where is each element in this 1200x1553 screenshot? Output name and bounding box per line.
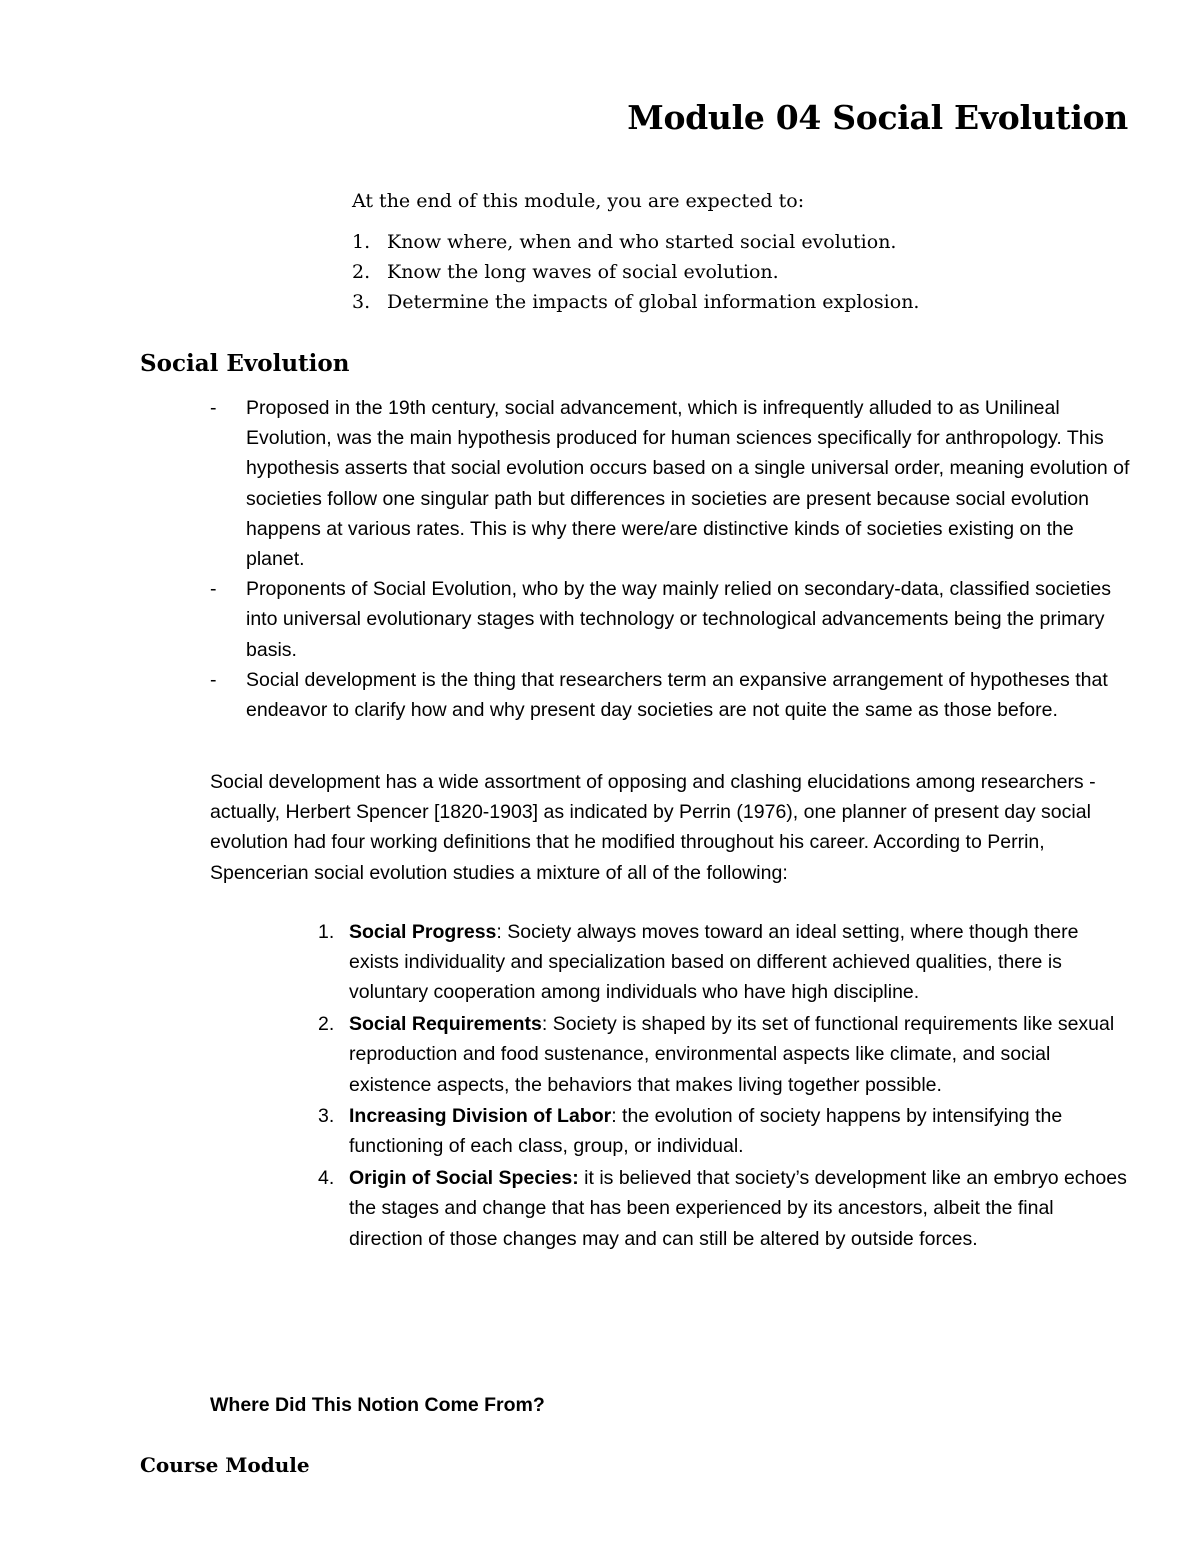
bullet-marker: - xyxy=(210,668,217,691)
module-title: Module 04 Social Evolution xyxy=(627,98,1128,137)
definition-term: Increasing Division of Labor xyxy=(349,1105,612,1128)
definition-text: it is believed that society’s development like an embryo echoes the stages and change that has been experienced by its ancestors, albeit the final direction of those changes may and can still be altered by outside forces. xyxy=(349,1167,1127,1250)
objective-number: 1. xyxy=(352,231,371,253)
objective-item xyxy=(352,227,1132,257)
objective-number: 2. xyxy=(352,261,371,283)
subsection-heading: Where Did This Notion Come From? xyxy=(210,1394,545,1416)
bullet-list xyxy=(210,393,1130,725)
objective-item xyxy=(352,257,1132,287)
definition-item xyxy=(318,1009,1130,1100)
objectives-intro: At the end of this module, you are expected to: xyxy=(352,190,805,212)
definition-number: 2. xyxy=(318,1013,335,1036)
definition-term: Social Progress xyxy=(349,921,497,943)
bullet-item xyxy=(210,665,1130,725)
bullet-text: Proposed in the 19th century, social advancement, which is infrequently alluded to as Unilineal Evolution, was the main hypothesis produced for human sciences specifically for anthropology. This hypothesis asserts that social evolution occurs based on a single universal order, meaning evolution of societies follow one singular path but differences in societies are present because social evolution happens at various rates. This is why there were/are distinctive kinds of societies existing on the planet. xyxy=(246,397,1130,571)
definition-term: Origin of Social Species: xyxy=(349,1167,579,1190)
definition-item xyxy=(318,917,1130,1008)
bullet-marker: - xyxy=(210,397,217,419)
objective-text: Know where, when and who started social evolution. xyxy=(387,231,897,253)
objective-item xyxy=(352,287,1132,317)
definition-item xyxy=(318,1101,1130,1161)
footer-course-module: Course Module xyxy=(140,1453,310,1477)
definition-number: 1. xyxy=(318,921,335,943)
body-paragraph: Social development has a wide assortment of opposing and clashing elucidations among researchers - actually, Herbert Spencer [1820-1903] as indicated by Perrin (1976), one planner of present day social evolution had four working definitions that he modified throughout his career. According to Perrin, Spencerian social evolution studies a mixture of all of the following: xyxy=(210,771,1096,884)
definition-number: 3. xyxy=(318,1105,335,1128)
definition-separator: : xyxy=(541,1013,548,1036)
bullet-text: Social development is the thing that researchers term an expansive arrangement of hypotheses that endeavor to clarify how and why present day societies are not quite the same as those before. xyxy=(246,668,1108,722)
definition-separator: : xyxy=(611,1105,617,1128)
learning-objectives xyxy=(352,186,1132,317)
section-heading: Social Evolution xyxy=(140,350,350,377)
definition-text: Society is shaped by its set of functional requirements like sexual reproduction and food sustenance, environmental aspects like climate, and social existence aspects, the behaviors that makes living together possible. xyxy=(349,1013,1115,1096)
definitions-list xyxy=(318,917,1130,1255)
objectives-list xyxy=(352,227,1132,317)
definition-item xyxy=(318,1163,1130,1254)
definition-text: the evolution of society happens by intensifying the functioning of each class, group, or individual. xyxy=(349,1105,1063,1158)
objective-text: Determine the impacts of global information explosion. xyxy=(387,291,920,313)
bullet-item xyxy=(210,393,1130,574)
bullet-text: Proponents of Social Evolution, who by the way mainly relied on secondary-data, classified societies into universal evolutionary stages with technology or technological advancements being the primary basis. xyxy=(246,578,1111,661)
bullet-marker: - xyxy=(210,578,217,601)
definition-text: Society always moves toward an ideal setting, where though there exists individuality and specialization based on different achieved qualities, there is voluntary cooperation among individuals who have high discipline. xyxy=(349,921,1079,1004)
objective-text: Know the long waves of social evolution. xyxy=(387,261,779,283)
bullet-item xyxy=(210,574,1130,665)
definition-term: Social Requirements xyxy=(349,1013,542,1036)
objective-number: 3. xyxy=(352,291,371,313)
definition-separator: : xyxy=(496,921,502,943)
definition-number: 4. xyxy=(318,1167,335,1190)
